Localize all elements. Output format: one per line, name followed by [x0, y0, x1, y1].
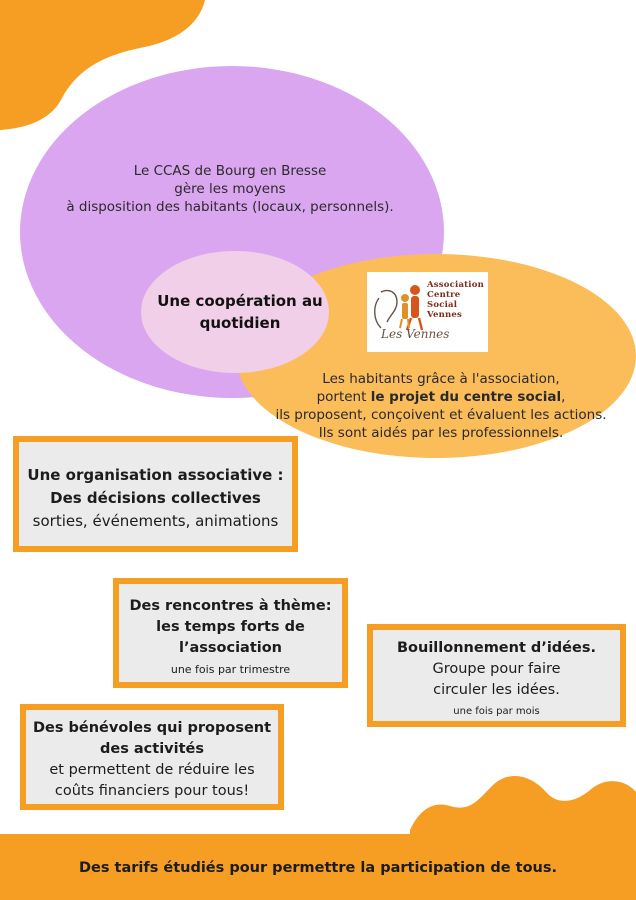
- cooperation-line-2: quotidien: [199, 314, 281, 332]
- orange-line-3: ils proposent, conçoivent et évaluent les actions.: [275, 407, 607, 423]
- benevoles-body-2: coûts financiers pour tous!: [54, 783, 250, 799]
- logo-signature: Les Vennes: [381, 327, 450, 341]
- orange-circle-text: [256, 370, 626, 442]
- purple-line-1: Le CCAS de Bourg en Bresse: [133, 163, 327, 179]
- logo-word-2: Centre: [427, 290, 461, 300]
- idees-box: [367, 624, 626, 727]
- organisation-title-1: Une organisation associative :: [27, 466, 284, 484]
- cooperation-heading: [140, 290, 340, 334]
- purple-line-3: à disposition des habitants (locaux, personnels).: [66, 199, 394, 215]
- orange-line-2-prefix: portent: [316, 389, 371, 405]
- idees-body-1: Groupe pour faire: [432, 661, 561, 677]
- rencontres-note: une fois par trimestre: [170, 663, 291, 676]
- orange-line-2-bold: le projet du centre social: [370, 389, 562, 405]
- benevoles-box: [20, 704, 284, 810]
- rencontres-title-2: les temps forts de: [156, 619, 305, 635]
- logo-word-1: Association: [427, 280, 484, 290]
- rencontres-box: [113, 578, 348, 688]
- rencontres-title-3: l’association: [178, 640, 283, 656]
- orange-line-4: Ils sont aidés par les professionnels.: [318, 425, 564, 441]
- organisation-title-2: Des décisions collectives: [50, 489, 261, 507]
- benevoles-body-1: et permettent de réduire les: [49, 762, 255, 778]
- cooperation-line-1: Une coopération au: [157, 292, 323, 310]
- association-logo: [367, 272, 488, 352]
- rencontres-title-1: Des rencontres à thème:: [129, 598, 332, 614]
- footer-text: Des tarifs étudiés pour permettre la participation de tous.: [79, 860, 557, 876]
- idees-body-2: circuler les idées.: [433, 682, 560, 698]
- benevoles-title-2: des activités: [100, 741, 204, 757]
- purple-line-2: gère les moyens: [174, 181, 286, 197]
- organisation-box: [13, 436, 298, 552]
- orange-line-2: [256, 388, 626, 406]
- idees-title: Bouillonnement d’idées.: [397, 640, 596, 656]
- organisation-body: sorties, événements, animations: [32, 512, 279, 530]
- benevoles-title-1: Des bénévoles qui proposent: [32, 720, 272, 736]
- orange-line-1: Les habitants grâce à l'association,: [322, 371, 560, 387]
- logo-word-3: Social: [427, 300, 458, 310]
- logo-word-4: Vennes: [427, 310, 462, 320]
- purple-circle-text: [40, 162, 420, 216]
- idees-note: une fois par mois: [453, 706, 540, 717]
- orange-line-2-suffix: ,: [561, 389, 566, 405]
